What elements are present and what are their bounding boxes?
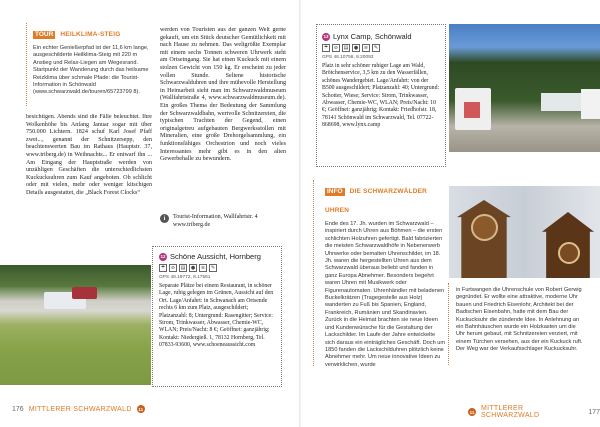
- info-tag: INFO: [327, 187, 343, 195]
- tour-box-border: [26, 23, 27, 106]
- shower-icon: ☂: [323, 45, 329, 51]
- red-van: [72, 287, 97, 299]
- tourist-info: [160, 214, 290, 229]
- location-icon: ●: [190, 265, 196, 271]
- shower-icon: ☂: [160, 265, 166, 271]
- chapter-title: MITTLERER SCHWARZWALD: [28, 405, 132, 413]
- info-text-col1: Ende des 17. Jh. wurden im Schwarzwald – inspiriert durch Uhren aus Böhmen – die ersten schlichten Holzuhren gefertigt. Bald fabrizierten die meisten Schwarzwaldhöfe in Nebenerwerb Uhrwerke oder bemalten Uhrenschilder, im 18. Jh. waren die hergestellten Uhren aus dem Schwarzwald überaus beliebt und fanden in ganz Europa Abnehmer. Besonders begehrt waren Uhren mit Musikwerk oder Figurenautomaten. Uhrenhändler mit beladenen Buckelkrätzen (Tragegestelle aus Holz) wanderten zu Fuß bis Spanien, England, Frankreich, Rumänien und Skandinavien. Zurück in die Heimat brachten sie neue Ideen und Kundenwünsche für die Gestaltung der Lackschilder. Im Laufe der Jahre entwickelte sich daraus ein einträgliches Geschäft. Doch um 1850 fanden die Lackschilduhren plötzlich keine Abnehmer mehr. Um neue innovative Ideen zu verwirklichen, wurde: [325, 221, 445, 368]
- wifi-icon: ≋: [363, 45, 369, 51]
- info-link[interactable]: www.triberg.de: [173, 221, 211, 228]
- ban-icon: ⊘: [333, 45, 339, 51]
- map-pin-icon: 12: [160, 254, 166, 259]
- info-box-heading: [325, 181, 445, 219]
- map-icon: ▤: [343, 45, 349, 51]
- info-icon: i: [160, 214, 169, 223]
- campsite-name: Lynx Camp, Schönwald: [333, 32, 412, 41]
- map-pin-icon: 13: [323, 34, 329, 39]
- campsite-description: Platz in sehr schöner ruhiger Lage am Wald, Brötchenservice, 3,5 km zu den Wasserfällen, schönes Wandergebiet. Lage/Anfahrt: von der B500 ausgeschildert; Platzanzahl: 40; Untergrund: Schotter, Wiese; Service: Strom, Trinkwasser, Abwasser, Chemie-WC, WLAN; Preis/Nacht: 10 €; Geöffnet: ganzjährig; Kontakt: Friedhofstr. 18, 78141 Schönwald im Schwarzwald, Tel. 07722-868698, www.lynx.camp: [322, 63, 440, 129]
- campsite-box-hornberg: [152, 246, 282, 387]
- campsite-heading: [159, 252, 276, 261]
- clock-face-right: [558, 242, 580, 264]
- right-footer: [468, 405, 600, 419]
- amenity-icons: [159, 264, 276, 272]
- info-text-col2: in Furtwangen die Uhrenschule von Robert Gerwig gegründet. Er wollte eine attraktive, moderne Uhr bauen und Friedrich Eisenlohr, Architekt bei der Badischen Eisenbahn, hatte mit dem Bau der Kuckucksuhr die zündende Idee. In Anlehnung an ein Bahnhäuschen wurde ein Holzkasten um die Uhr herum gebaut, mit Schnitzereien verziert, mit einem Türchen versehen, aus der ein Kuckuck ruft. Der Weg war der Verkaufsschlager Kuckucksuhr.: [456, 287, 583, 353]
- info-box: [325, 181, 445, 391]
- info-title: DIE SCHWARZWÄLDER UHREN: [325, 188, 428, 214]
- chapter-title: MITTLERER SCHWARZWALD: [480, 405, 540, 419]
- right-column-text: werden von Touristen aus der ganzen Welt gerne gekauft, um ein Stück deutscher Gemütlichkeit mit nach Hause zu nehmen. Das weltgrößte Exemplar mit einem sechs Tonnen schweren Uhrwerk steht am Ortseingang. Sie hat einen Kuckuck mit einem stolzen Gewicht von 150 kg. Er erscheint zu jeder vollen Stunde. Seltene historische Schwarzwalduhren und ihre mühevolle Herstellung in Heimarbeit sieht man im Schwarzwaldmuseum (Wallfahrtstraße 4, www.schwarzwaldmuseum.de). Ein großes Thema der Bedeutung der Sammlung der Schwarzwaldbahn, wertvolle Schnitzereien, die typischen Trachten der Gegend, einen originalgetreu aufgebauten Bergwerksstollen mit Mineralien, eine große Drehorgelsammlung, ein funktionsfähiges Orchestrion und noch vieles Interessantes mehr gibt es in den alten Gewerbehalle zu bewundern.: [160, 27, 286, 163]
- amenity-icons: [322, 44, 440, 52]
- tour-box-heading: [33, 24, 153, 43]
- left-footer: [12, 405, 145, 413]
- campsite-heading: [322, 32, 440, 41]
- photo-cuckoo-clocks: [449, 186, 600, 278]
- info-box-border: [313, 180, 314, 366]
- chapter-badge: 11: [469, 409, 475, 415]
- tour-title: HEILKLIMA-STEIG: [60, 31, 121, 38]
- right-page: [300, 0, 600, 427]
- gps-coordinates: GPS 48.19772, 8.17561: [159, 275, 211, 280]
- map-icon: ▤: [180, 265, 186, 271]
- bike-rack: [464, 102, 480, 118]
- info-box-border-2: [448, 283, 449, 365]
- page-number: 177: [588, 408, 600, 416]
- gps-coordinates: GPS 48.10758, 8.20093: [322, 55, 374, 60]
- photo-lynx-camp: [449, 24, 600, 152]
- campsite-box-lynx: [316, 24, 446, 167]
- photo-camper-meadow: [0, 265, 151, 385]
- trees: [0, 265, 151, 287]
- location-icon: ●: [353, 45, 359, 51]
- caravan-right: [581, 89, 600, 119]
- page-number: 176: [12, 405, 24, 413]
- edit-icon: ✎: [210, 265, 216, 271]
- left-column-text: besichtigen. Abends sind die Fälle beleuchtet. Ihre Wolkenhöhe bis Anfang Januar sogar mit über 750.000 Lichtern. 1824 schuf Karl Josef Pfaff zwei..., genannt der Schnitzersepp, den beachtenswerten Bau im Rathaus (Hauptstr. 37, www.triberg.de) in Weihnachts... Er entwarf ihn ... Am Eingang der Hauptstraße werden von unzähligen Geschäften die unterschiedlichsten Kuckucksuhren zum Kauf angeboten. Ob schlicht oder mit vielen, mehr oder weniger kitschigen Details ausgestattet, die „Black Forest Clocks“: [26, 114, 152, 196]
- wifi-icon: ≋: [200, 265, 206, 271]
- tour-text: Ein echter Genießerpfad ist der 11,6 km lange, ausgeschilderte Heilklima-Steig mit 220 m Anstieg und Relax-Liegen am Wegesrand. Startpunkt der Wanderung durch das heilsame Reizklima über schmale Pfade: die Tourist-Information in Schönwald (www.schwarzwald.de/touren/65723799 8).: [33, 45, 149, 96]
- info-address: Tourist-Information, Wallfahrtstr. 4: [173, 214, 258, 220]
- campsite-name: Schöne Aussicht, Hornberg: [170, 252, 261, 261]
- edit-icon: ✎: [373, 45, 379, 51]
- clock-face-left: [471, 214, 498, 241]
- caravan-mid: [541, 93, 581, 111]
- tour-tag: TOUR: [35, 30, 54, 38]
- tour-box: [33, 24, 153, 97]
- chapter-badge: 11: [138, 406, 144, 412]
- campsite-description: Separate Plätze bei einem Restaurant, in schöner Lage, ruhig gelegen im Grünen, Aussicht auf den Ort. Lage/Anfahrt: in Schwanach am Ortsende rechts 6 km zum Platz, ausgeschildert; Platzanzahl: 8; Untergrund: Rasengitter; Service: Strom, Trinkwasser, Abwasser, Chemie-WC, WLAN; Preis/Nacht: 8 €; Geöffnet: ganzjährig; Kontakt: Niedergieß. 1, 78132 Hornberg, Tel. 07833-93600, www.schoeneaussicht.com: [159, 283, 274, 349]
- ban-icon: ⊘: [170, 265, 176, 271]
